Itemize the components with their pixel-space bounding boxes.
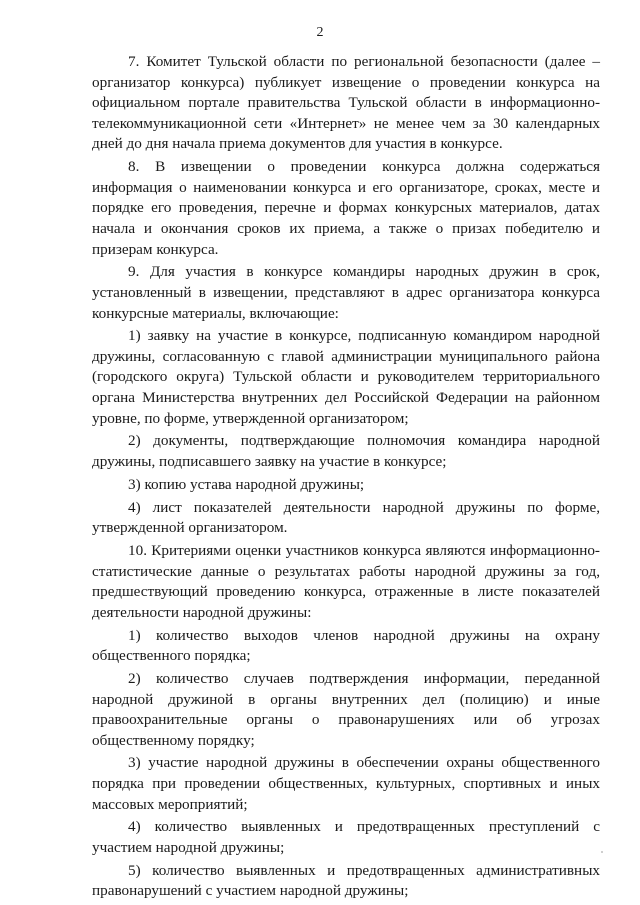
list-item-10-4: 4) количество выявленных и предотвращенных преступлений с участием народной дружины;: [92, 818, 600, 857]
document-body: [92, 52, 600, 904]
paragraph-7: 7. Комитет Тульской области по региональной безопасности (далее – организатор конкурса) публикует извещение о проведении конкурса на официальном портале правительства Тульской области в информационно-телекоммуникационной сети «Интернет» не менее чем за 30 календарных дней до дня начала приема документов для участия в конкурсе.: [92, 53, 600, 153]
list-item-10-5: 5) количество выявленных и предотвращенных административных правонарушений с участием народной дружины;: [92, 861, 600, 900]
scan-speck: [601, 851, 603, 853]
paragraph-9: 9. Для участия в конкурсе командиры народных дружин в срок, установленный в извещении, представляют в адрес организатора конкурса конкурсные материалы, включающие:: [92, 263, 600, 322]
list-item-9-4: 4) лист показателей деятельности народной дружины по форме, утвержденной организатором.: [92, 498, 600, 537]
list-item-9-2: 2) документы, подтверждающие полномочия командира народной дружины, подписавшего заявку на участие в конкурсе;: [92, 432, 600, 471]
list-item-10-3: 3) участие народной дружины в обеспечении охраны общественного порядка при проведении общественных, культурных, спортивных и иных массовых мероприятий;: [92, 754, 600, 813]
list-item-9-3: 3) копию устава народной дружины;: [128, 475, 365, 493]
list-item-10-2: 2) количество случаев подтверждения информации, переданной народной дружиной в органы внутренних дел (полицию) и иные правоохранительные органы о правонарушениях или об угрозах общественному порядку;: [92, 669, 600, 749]
paragraph-8: 8. В извещении о проведении конкурса должна содержаться информация о наименовании конкурса и его организаторе, сроках, месте и порядке его проведения, перечне и формах конкурсных материалов, датах начала и окончания сроков их приема, а также о призах победителю и призерам конкурса.: [92, 158, 600, 258]
list-item-10-1: 1) количество выходов членов народной дружины на охрану общественного порядка;: [92, 626, 600, 665]
page-number: 2: [316, 25, 324, 40]
list-item-9-1: 1) заявку на участие в конкурсе, подписанную командиром народной дружины, согласованную с главой администрации муниципального района (городского округа) Тульской области и руководителем территориального органа Министерства внутренних дел Российской Федерации на районном уровне, по форме, утвержденной организатором;: [92, 327, 600, 427]
paragraph-10: 10. Критериями оценки участников конкурса являются информационно-статистические данные о результатах работы народной дружины за год, предшествующий проведению конкурса, отраженные в листе показателей деятельности народной дружины:: [92, 541, 600, 621]
